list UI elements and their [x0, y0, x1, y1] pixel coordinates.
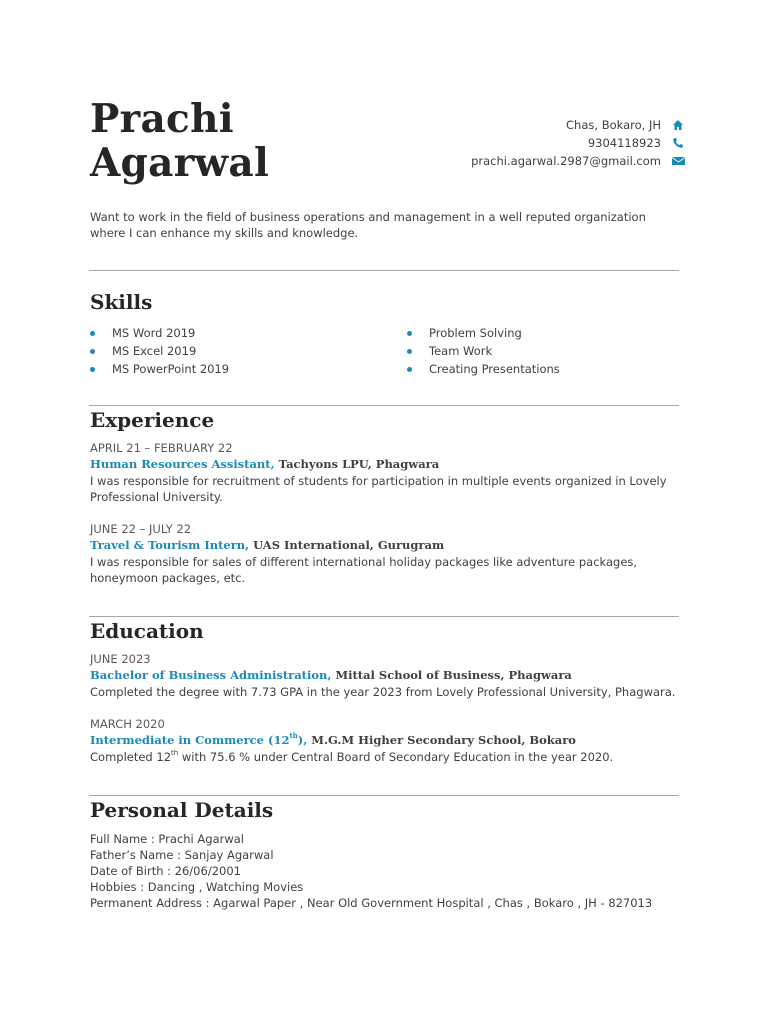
experience-entry — [90, 521, 680, 586]
divider — [89, 270, 679, 271]
entry-title: Travel & Tourism Intern, UAS International, Gurugram — [90, 538, 445, 552]
phone-icon — [670, 137, 686, 149]
personal-line: Father’s Name : Sanjay Agarwal — [90, 848, 274, 862]
personal-details-heading: Personal Details — [90, 798, 274, 822]
personal-line: Date of Birth : 26/06/2001 — [90, 864, 241, 878]
first-name: Prachi — [90, 96, 234, 142]
personal-details — [90, 831, 652, 911]
skills-list-right — [407, 324, 560, 378]
skills-heading: Skills — [90, 290, 153, 314]
entry-title: Intermediate in Commerce (12th), M.G.M Higher Secondary School, Bokaro — [90, 731, 576, 747]
entry-title: Human Resources Assistant, Tachyons LPU, Phagwara — [90, 457, 440, 471]
skill-item: Problem Solving — [407, 324, 560, 342]
skill-item: Team Work — [407, 342, 560, 360]
phone-text: 9304118923 — [587, 136, 661, 150]
envelope-icon — [670, 156, 686, 166]
bullet-icon — [90, 331, 95, 336]
entry-date: JUNE 22 – JULY 22 — [90, 522, 192, 536]
entry-title: Bachelor of Business Administration, Mittal School of Business, Phagwara — [90, 668, 572, 682]
divider — [89, 616, 679, 617]
divider — [89, 795, 679, 796]
entry-date: APRIL 21 – FEBRUARY 22 — [90, 441, 233, 455]
objective-text: Want to work in the field of business operations and management in a well reputed organization where I can enhance my skills and knowledge. — [90, 210, 646, 240]
email-text: prachi.agarwal.2987@gmail.com — [471, 154, 661, 168]
education-entry — [90, 651, 680, 700]
personal-line: Hobbies : Dancing , Watching Movies — [90, 880, 304, 894]
address-text: Chas, Bokaro, JH — [566, 118, 661, 132]
skills-list-left — [90, 324, 229, 378]
bullet-icon — [90, 349, 95, 354]
entry-description: I was responsible for sales of different international holiday packages like adventure packages, honeymoon packages, etc. — [90, 555, 638, 585]
entry-date: JUNE 2023 — [90, 652, 151, 666]
divider — [89, 405, 679, 406]
bullet-icon — [407, 331, 412, 336]
skill-item: MS Excel 2019 — [90, 342, 229, 360]
personal-line: Full Name : Prachi Agarwal — [90, 832, 244, 846]
candidate-name — [90, 97, 269, 185]
experience-entry — [90, 440, 680, 505]
home-icon — [670, 119, 686, 131]
skill-item: Creating Presentations — [407, 360, 560, 378]
entry-description: Completed the degree with 7.73 GPA in the year 2023 from Lovely Professional University, Phagwara. — [90, 685, 676, 699]
entry-description: Completed 12th with 75.6 % under Central Board of Secondary Education in the year 2020. — [90, 749, 614, 764]
contact-address — [471, 116, 686, 134]
bullet-icon — [90, 367, 95, 372]
personal-line: Permanent Address : Agarwal Paper , Near Old Government Hospital , Chas , Bokaro , JH - 827013 — [90, 896, 653, 910]
education-entry — [90, 716, 680, 765]
contact-email — [471, 152, 686, 170]
entry-date: MARCH 2020 — [90, 717, 165, 731]
contact-phone — [471, 134, 686, 152]
skill-item: MS PowerPoint 2019 — [90, 360, 229, 378]
entry-description: I was responsible for recruitment of students for participation in multiple events organized in Lovely Professional University. — [90, 474, 667, 504]
education-heading: Education — [90, 619, 204, 643]
experience-heading: Experience — [90, 408, 215, 432]
skill-item: MS Word 2019 — [90, 324, 229, 342]
bullet-icon — [407, 367, 412, 372]
last-name: Agarwal — [90, 140, 270, 186]
bullet-icon — [407, 349, 412, 354]
contact-block — [471, 116, 686, 170]
